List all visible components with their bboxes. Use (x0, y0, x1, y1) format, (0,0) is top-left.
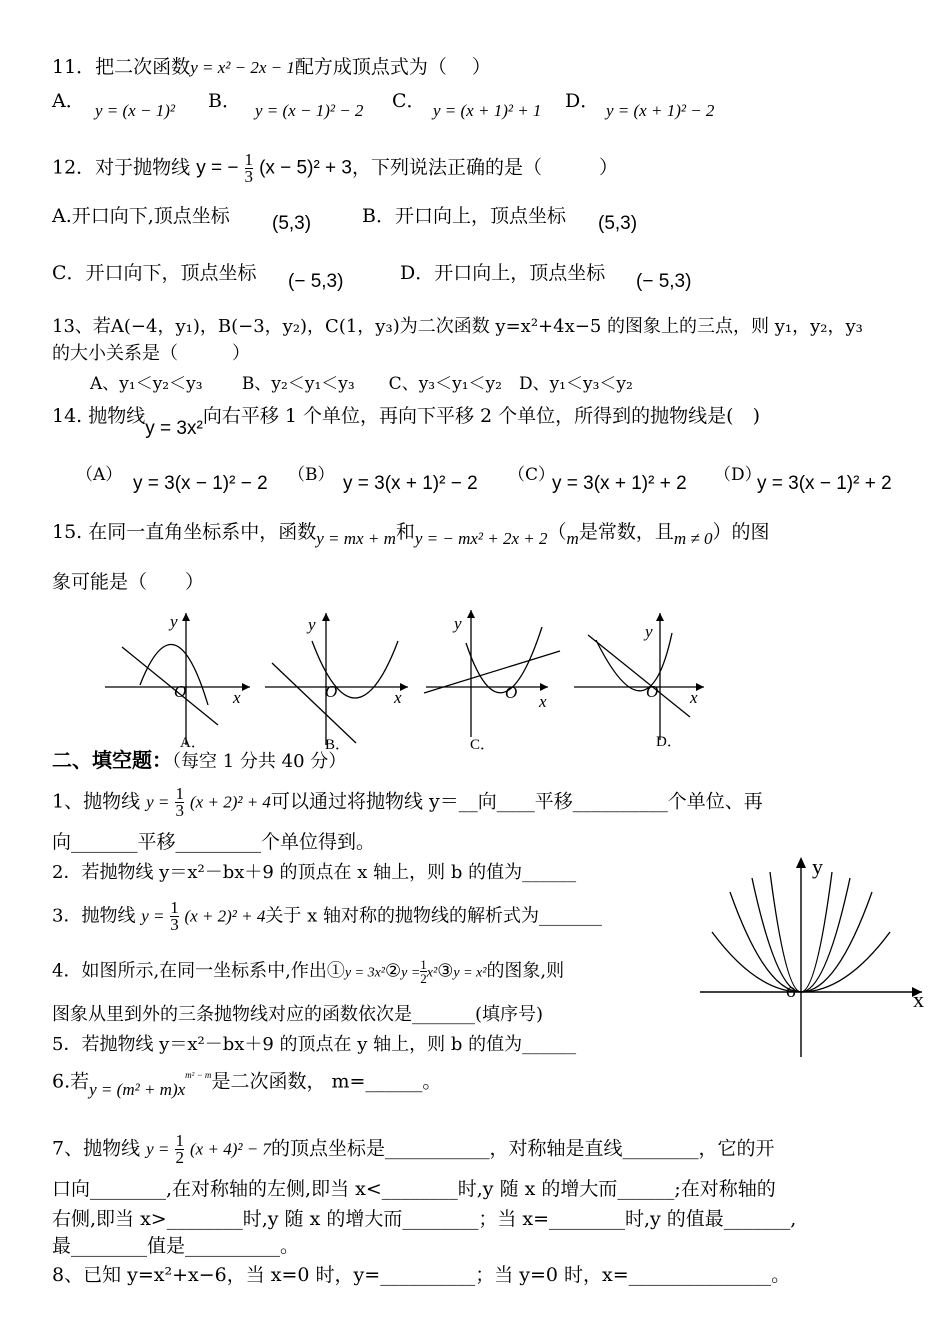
graph-d-origin: O (646, 682, 659, 701)
fill1-num: 1 (175, 784, 184, 803)
q12-option-c: C．开口向下，顶点坐标 (52, 262, 257, 284)
q14-option-a-label: （A） (76, 465, 123, 485)
q12-b-value: (5,3) (598, 213, 638, 234)
fill3-num: 1 (170, 898, 179, 917)
q14-option-a: y = 3(x − 1)² − 2 (133, 473, 268, 494)
q14-option-c: y = 3(x + 1)² + 2 (552, 473, 687, 494)
q14-option-b: y = 3(x + 1)² − 2 (343, 473, 478, 494)
q11-function: y = x² − 2x − 1 (190, 58, 295, 77)
fill4-den: 2 (420, 971, 427, 986)
q12-rest: (x − 5)² + 3 (259, 157, 352, 179)
fill6 (52, 1065, 442, 1100)
fill7-den: 2 (175, 1148, 184, 1167)
q11-option-b: y = (x − 1)² − 2 (255, 101, 364, 120)
q13-line2: 的大小关系是（ ） (52, 343, 250, 364)
graph-a (105, 612, 250, 751)
q12-option-d: D．开口向上，顶点坐标 (400, 262, 606, 284)
q15-stem (52, 520, 770, 548)
q12-a-value: (5,3) (272, 213, 312, 234)
q14-option-c-label: （C） (508, 465, 556, 485)
q12-fraction (245, 152, 254, 185)
q11-option-c: y = (x + 1)² + 1 (433, 101, 542, 120)
fill3 (52, 900, 602, 933)
graph-a-axis-y: y (170, 612, 178, 631)
q14-function: y = 3x² (145, 418, 203, 439)
fill3-fraction (170, 900, 179, 933)
fill4-c2: ② (384, 960, 402, 982)
fill7-tail: 的顶点坐标是___________，对称轴是直线________，它的开 (270, 1137, 775, 1160)
fill6-pre: 6.若 (52, 1070, 90, 1093)
graph-b-axis-y: y (308, 615, 316, 634)
fill7-line2: 口向________,在对称轴的左侧,即当 x<________时,y 随 x 的增大而______;在对称轴的 (52, 1178, 776, 1200)
q15-cond: m ≠ 0 (673, 529, 713, 548)
q15-and: 和 (395, 521, 415, 543)
q11-stem (52, 55, 491, 80)
q15-f1: y = mx + m (316, 529, 396, 548)
graph-a-origin: O (174, 682, 187, 701)
fill4-figure (700, 852, 940, 1057)
fill2: 2．若抛物线 y＝x²－bx＋9 的顶点在 x 轴上，则 b 的值为______ (52, 862, 577, 883)
fill3-yeq: y = (141, 906, 165, 926)
q13-line1: 13、若A(−4，y₁)，B(−3，y₂)，C(1，y₃)为二次函数 y=x²+4x−5 的图象上的三点，则 y₁，y₂，y₃ (52, 316, 863, 337)
q12-den: 3 (244, 167, 254, 186)
q12-yeq: y = − (196, 157, 239, 179)
q12-stem-text: 12．对于抛物线 (52, 156, 191, 179)
q15-mid: 是常数，且 (578, 521, 674, 543)
fill7-line3: 右侧,即当 x>________时,y 随 x 的增大而________；当 x=________时,y 的值最_______, (52, 1208, 797, 1230)
q12-option-a (52, 201, 230, 228)
fill7-num: 1 (175, 1131, 184, 1150)
graph-a-axis-x: x (233, 688, 241, 707)
section2-header (52, 748, 346, 774)
q11-stem-text: 11．把二次函数 (52, 56, 191, 78)
fill6-exponent: m² − m (185, 1070, 212, 1080)
q11-option-c-label: C． (392, 90, 426, 112)
q12-stem (52, 152, 618, 185)
section2-note: （每空 1 分共 40 分） (172, 751, 347, 772)
fill1-yeq: y = (146, 792, 170, 812)
q14-stem (52, 404, 760, 439)
q15-paren: （ (547, 521, 567, 543)
fill1-pre: 1、抛物线 (52, 790, 141, 813)
fill3-rest: (x + 2)² + 4 (184, 906, 266, 926)
graph-b-label: B． (325, 737, 351, 753)
q11-option-b-label: B． (208, 90, 241, 112)
section2-title: 二、填空题： (52, 748, 172, 772)
q12-num: 1 (244, 150, 254, 169)
fill4-e3: y = x² (453, 965, 487, 981)
fill4-axis-y: y (812, 854, 823, 879)
q15-f2: y = − mx² + 2x + 2 (414, 529, 548, 548)
q15-tail: ）的图 (712, 521, 770, 543)
graph-d-axis-y: y (645, 622, 653, 641)
fill1-den: 3 (175, 801, 184, 820)
fill7-yeq: y = (146, 1139, 170, 1159)
graph-c-label: C． (470, 737, 496, 753)
q14-option-d-label: （D） (714, 465, 762, 485)
fill1-fraction (175, 786, 184, 819)
graph-d (574, 613, 704, 750)
graph-c-axis-x: x (539, 692, 547, 711)
q15-graphs (100, 605, 720, 755)
q14-option-d: y = 3(x − 1)² + 2 (757, 473, 892, 494)
fill4-origin: o (786, 980, 796, 1002)
fill4-e2post: x² (426, 965, 438, 981)
fill7-line4: 最________值是__________。 (52, 1235, 300, 1257)
fill6-expr: y = (m² + m)x (89, 1080, 186, 1100)
graph-c-axis-y: y (454, 614, 462, 633)
q15-line2: 象可能是（ ） (52, 571, 205, 593)
fill3-pre: 3．抛物线 (52, 905, 136, 927)
q12-d-value: (− 5,3) (636, 271, 692, 292)
fill3-tail: 关于 x 轴对称的抛物线的解析式为_______ (265, 905, 602, 927)
graph-b-axis-x: x (394, 688, 402, 707)
q15-m: m (566, 529, 579, 548)
fill7-fraction (175, 1133, 184, 1166)
fill5: 5．若抛物线 y＝x²－bx＋9 的顶点在 y 轴上，则 b 的值为______ (52, 1034, 577, 1055)
q12-option-b: B．开口向上，顶点坐标 (362, 205, 566, 227)
q11-option-d-label: D． (565, 90, 600, 112)
q14-stem-text: 14. 抛物线 (52, 405, 146, 427)
fill4-line1 (52, 958, 564, 986)
q12-c-value: (− 5,3) (288, 271, 344, 292)
fill8: 8、已知 y=x²+x−6，当 x=0 时，y=__________；当 y=0 时，x=_______________。 (52, 1264, 791, 1286)
fill4-line2: 图象从里到外的三条抛物线对应的函数依次是_______(填序号) (52, 1004, 544, 1025)
fill7-pre: 7、抛物线 (52, 1137, 141, 1160)
fill1-line2: 向_______平移_________个单位得到。 (52, 831, 376, 853)
fill4-e1: y = 3x² (344, 965, 385, 981)
fill7-rest: (x + 4)² − 7 (190, 1139, 271, 1159)
graph-a-label: A． (180, 735, 206, 751)
q11-option-a: y = (x − 1)² (95, 101, 175, 120)
fill6-tail: 是二次函数， m=______。 (211, 1070, 442, 1093)
fill3-den: 3 (170, 915, 179, 934)
fill4-tail: 的图象,则 (486, 960, 565, 982)
graph-b-origin: O (325, 682, 338, 701)
graph-d-axis-x: x (690, 688, 698, 707)
q12-a-text: A.开口向下,顶点坐标 (52, 205, 230, 227)
graph-b (265, 613, 408, 753)
fill1-line1 (52, 786, 763, 819)
fill4-c3: ③ (437, 960, 454, 982)
fill1-rest: (x + 2)² + 4 (190, 792, 271, 812)
graph-d-label: D． (656, 734, 682, 750)
q11-option-d: y = (x + 1)² − 2 (606, 101, 715, 120)
q13-options: A、y₁＜y₂＜y₃ B、y₂＜y₁＜y₃ C、y₃＜y₁＜y₂ D、y₁＜y₃＜y₂ (90, 374, 633, 394)
q11-tail: 配方成顶点式为（ ） (294, 56, 491, 78)
q14-tail: 向右平移 1 个单位，再向下平移 2 个单位，所得到的抛物线是( ) (202, 405, 760, 427)
q14-option-b-label: （B） (288, 465, 335, 485)
q15-stem-text: 15. 在同一直角坐标系中，函数 (52, 521, 317, 543)
fill1-tail: 可以通过将抛物线 y＝__向____平移__________个单位、再 (270, 790, 763, 813)
fill4-e2pre: y = (401, 965, 421, 981)
fill4-pre: 4．如图所示,在同一坐标系中,作出① (52, 960, 345, 982)
graph-c-origin: O (505, 683, 518, 702)
q11-option-a-label: A． (52, 90, 85, 112)
fill4-num: 1 (420, 957, 427, 972)
graph-c (424, 610, 560, 753)
fill4-axis-x: x (913, 987, 924, 1012)
q12-tail: ，下列说法正确的是（ ） (352, 156, 619, 179)
fill7-line1 (52, 1133, 774, 1166)
